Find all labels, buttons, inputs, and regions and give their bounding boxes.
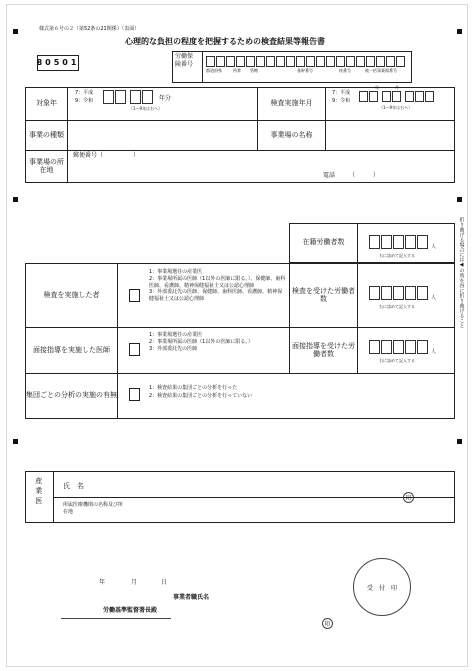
sublabel-office: 管轄 [250, 68, 258, 73]
address-label: 事業場の所在地 [29, 158, 64, 174]
enrolled-count-field[interactable] [369, 235, 429, 249]
group-analysis-choice-box[interactable] [129, 388, 140, 401]
target-year-field[interactable] [103, 90, 154, 104]
physician-section-label: 産業医 [34, 477, 43, 507]
form-title: 心理的な負担の程度を把握するための検査結果等報告書 [125, 37, 325, 46]
sublabel-base-number: 基幹番号 [297, 68, 313, 73]
enrolled-note: 右に詰めて記入する [379, 253, 415, 258]
phone-field[interactable]: （ ） [349, 172, 380, 179]
impl-year-mark: 年 [375, 85, 379, 90]
interviewed-note: 右に詰めて記入する [379, 358, 415, 363]
labor-insurance-label: 労働保険番号 [175, 53, 194, 68]
sublabel-prefecture: 都道府県 [206, 68, 222, 73]
interviewed-label: 面接指導を受けた労働者数 [292, 341, 355, 358]
report-form [6, 4, 468, 667]
registration-mark [457, 29, 462, 34]
postal-code-label: 郵便番号（ ） [73, 152, 140, 159]
footer-day: 日 [161, 579, 168, 586]
interviewer-label: 面接指導を実施した医師 [33, 345, 110, 354]
examined-label: 検査を受けた労働者数 [292, 286, 355, 303]
footer-month: 月 [131, 579, 138, 586]
impl-date-note: （1〜9年は右へ） [379, 105, 413, 110]
phone-label: 電話 [323, 172, 336, 179]
group-analysis-option-2: 2：検査結果の集団ごとの分析を行っていない [149, 392, 253, 399]
inspector-options [149, 269, 287, 303]
business-type-field[interactable] [69, 123, 255, 149]
registration-mark [457, 197, 462, 202]
inspector-choice-box[interactable] [129, 289, 140, 302]
enrolled-label: 在籍労働者数 [302, 238, 345, 247]
physician-name-label: 氏 名 [63, 482, 84, 490]
physician-org-label: 所属医療機関の名称及び所在地 [63, 502, 124, 515]
office-addressee: 労働基準監督署長殿 [103, 607, 158, 614]
year-suffix: 年分 [159, 95, 172, 102]
interviewer-option-2: 2：事業場所属の医師（1以外の医師に限る。） [149, 338, 253, 345]
inspector-option-3: 3：外部委託先の医師、保健師、歯科医師、看護師、精神保健福祉士又は公認心理師 [149, 289, 283, 302]
registration-mark [13, 439, 18, 444]
era-option-reiwa: 9：令和 [75, 98, 94, 104]
registration-mark [457, 439, 462, 444]
interviewed-count-field[interactable] [369, 340, 429, 354]
examined-count-field[interactable] [369, 286, 429, 300]
group-analysis-label: 集団ごとの分析の実施の有無 [26, 391, 117, 400]
physician-seal: 印 [403, 492, 414, 503]
sublabel-jurisdiction: 所掌 [233, 68, 241, 73]
labor-insurance-number-field[interactable] [206, 56, 406, 67]
interviewer-choice-box[interactable] [129, 343, 140, 356]
impl-date-label: 検査実施年月 [270, 99, 313, 108]
interviewer-options [149, 332, 287, 352]
target-year-label: 対象年 [36, 99, 57, 108]
business-name-label: 事業場の名称 [270, 130, 313, 139]
interviewer-option-1: 1：事業場選任の産業医 [149, 332, 203, 338]
address-field[interactable] [69, 161, 453, 181]
business-type-label: 事業の種類 [29, 130, 64, 139]
folding-instruction: 折り曲げる場合には◀の所を谷に折り曲げること [458, 217, 465, 328]
physician-name-field[interactable] [127, 473, 397, 495]
inspector-option-1: 1：事業場選任の産業医 [149, 269, 203, 275]
sublabel-subunit-number: 被一括事業場番号 [365, 68, 397, 73]
impl-era-reiwa: 9：令和 [332, 98, 351, 104]
interviewed-unit: 人 [431, 349, 437, 355]
impl-era-heisei: 7：平成 [332, 90, 351, 96]
impl-month-mark: 月 [395, 85, 399, 90]
inspector-label: 検査を実施した者 [43, 290, 100, 299]
target-year-note: （1〜9年は右へ） [129, 106, 163, 111]
interviewer-option-3: 3：外部委託先の医師 [149, 345, 198, 352]
employer-seal: 印 [322, 618, 333, 629]
group-analysis-options [149, 385, 349, 400]
business-name-field[interactable] [327, 123, 453, 149]
group-analysis-option-1: 1：検査結果の集団ごとの分析を行った [149, 385, 238, 391]
sublabel-branch-number: 枝番号 [339, 68, 351, 73]
inspector-option-2: 2：事業場所属の医師（1以外の医師に限る。）、保健師、歯科医師、看護師、精神保健福祉士又は公認心理師 [149, 275, 286, 289]
form-code: 80501 [37, 55, 79, 71]
era-option-heisei: 7：平成 [75, 90, 94, 96]
examined-unit: 人 [431, 295, 437, 301]
employer-label: 事業者職氏名 [173, 594, 210, 601]
impl-date-field[interactable] [359, 91, 435, 102]
footer-year: 年 [99, 579, 106, 586]
examined-note: 右に詰めて記入する [379, 304, 415, 309]
reception-stamp: 受 付 印 [353, 558, 411, 616]
registration-mark [13, 29, 18, 34]
enrolled-unit: 人 [431, 244, 437, 250]
registration-mark [13, 197, 18, 202]
form-number: 様式第６号の２（第52条の21関係）（表面） [39, 26, 140, 32]
